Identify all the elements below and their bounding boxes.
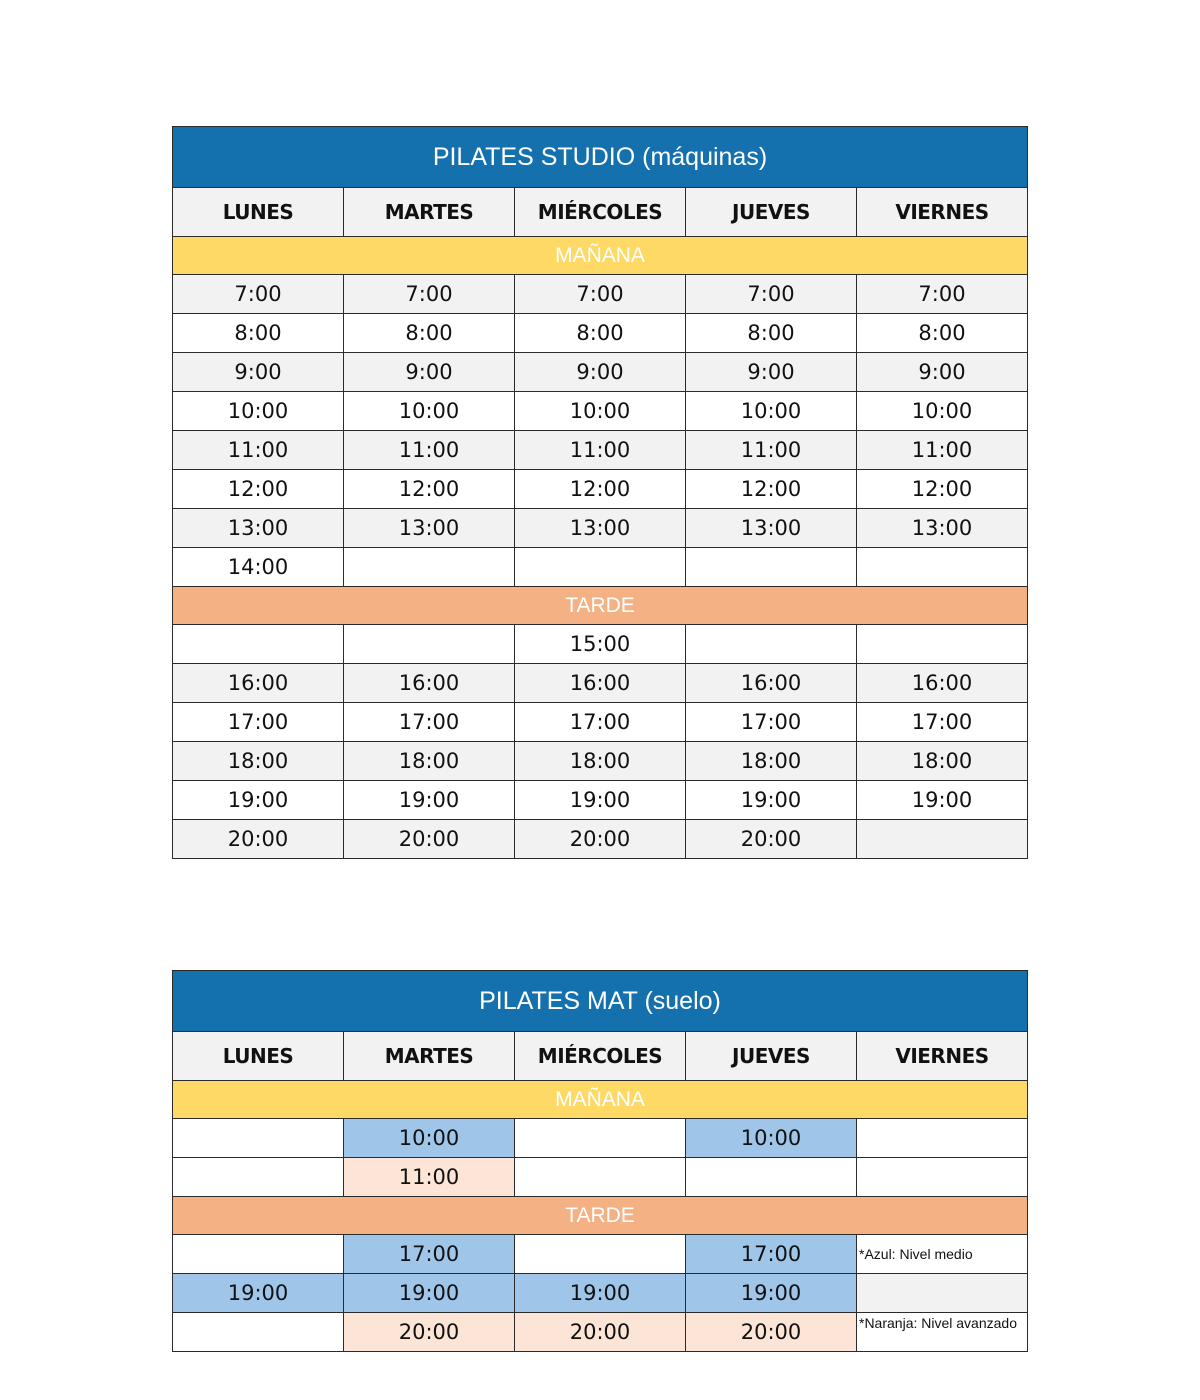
time-cell: 8:00 bbox=[857, 314, 1028, 353]
table-row bbox=[173, 470, 1028, 509]
time-cell-medium: 19:00 bbox=[515, 1274, 686, 1313]
day-header: MARTES bbox=[344, 188, 515, 237]
time-cell: 11:00 bbox=[173, 431, 344, 470]
time-cell: 11:00 bbox=[857, 431, 1028, 470]
studio-schedule-table bbox=[172, 126, 1028, 859]
time-cell: 16:00 bbox=[515, 664, 686, 703]
studio-title-row bbox=[173, 127, 1028, 188]
time-cell-medium: 19:00 bbox=[344, 1274, 515, 1313]
time-cell: 16:00 bbox=[173, 664, 344, 703]
time-cell: 12:00 bbox=[686, 470, 857, 509]
time-cell bbox=[857, 1119, 1028, 1158]
time-cell bbox=[857, 625, 1028, 664]
time-cell: 19:00 bbox=[686, 781, 857, 820]
time-cell bbox=[686, 1158, 857, 1197]
studio-afternoon-rows bbox=[173, 625, 1028, 859]
table-row bbox=[173, 431, 1028, 470]
time-cell: 18:00 bbox=[857, 742, 1028, 781]
time-cell: 9:00 bbox=[686, 353, 857, 392]
time-cell-advanced: 11:00 bbox=[344, 1158, 515, 1197]
time-cell: 17:00 bbox=[344, 703, 515, 742]
time-cell: 14:00 bbox=[173, 548, 344, 587]
time-cell: 17:00 bbox=[173, 703, 344, 742]
time-cell bbox=[857, 1274, 1028, 1313]
time-cell bbox=[515, 1235, 686, 1274]
time-cell: 9:00 bbox=[344, 353, 515, 392]
afternoon-label: TARDE bbox=[173, 587, 1028, 625]
time-cell bbox=[686, 625, 857, 664]
time-cell: 9:00 bbox=[857, 353, 1028, 392]
time-cell: 20:00 bbox=[344, 820, 515, 859]
mat-morning-band bbox=[173, 1081, 1028, 1119]
mat-schedule-table bbox=[172, 970, 1028, 1352]
table-row bbox=[173, 275, 1028, 314]
time-cell bbox=[344, 548, 515, 587]
table-row bbox=[173, 548, 1028, 587]
time-cell: 8:00 bbox=[344, 314, 515, 353]
time-cell: 12:00 bbox=[173, 470, 344, 509]
day-header: MIÉRCOLES bbox=[515, 188, 686, 237]
studio-afternoon-band bbox=[173, 587, 1028, 625]
time-cell bbox=[857, 1158, 1028, 1197]
day-header: LUNES bbox=[173, 1032, 344, 1081]
time-cell bbox=[515, 1119, 686, 1158]
time-cell: 11:00 bbox=[686, 431, 857, 470]
table-row bbox=[173, 703, 1028, 742]
time-cell: 17:00 bbox=[686, 703, 857, 742]
time-cell: 10:00 bbox=[857, 392, 1028, 431]
day-header: MIÉRCOLES bbox=[515, 1032, 686, 1081]
time-cell: 13:00 bbox=[857, 509, 1028, 548]
time-cell: 16:00 bbox=[344, 664, 515, 703]
studio-morning-rows bbox=[173, 275, 1028, 587]
time-cell: 10:00 bbox=[344, 392, 515, 431]
morning-label: MAÑANA bbox=[173, 237, 1028, 275]
time-cell-advanced: 20:00 bbox=[686, 1313, 857, 1352]
time-cell bbox=[857, 548, 1028, 587]
day-header: VIERNES bbox=[857, 188, 1028, 237]
time-cell: 17:00 bbox=[857, 703, 1028, 742]
time-cell bbox=[515, 1158, 686, 1197]
time-cell: 13:00 bbox=[515, 509, 686, 548]
time-cell: 8:00 bbox=[173, 314, 344, 353]
time-cell-medium: 10:00 bbox=[686, 1119, 857, 1158]
table-row bbox=[173, 509, 1028, 548]
table-row bbox=[173, 742, 1028, 781]
time-cell: 7:00 bbox=[686, 275, 857, 314]
time-cell-medium: 17:00 bbox=[686, 1235, 857, 1274]
time-cell-medium: 19:00 bbox=[686, 1274, 857, 1313]
time-cell: 18:00 bbox=[344, 742, 515, 781]
time-cell-advanced: 20:00 bbox=[515, 1313, 686, 1352]
time-cell bbox=[173, 1235, 344, 1274]
time-cell bbox=[857, 820, 1028, 859]
time-cell bbox=[173, 625, 344, 664]
morning-label: MAÑANA bbox=[173, 1081, 1028, 1119]
time-cell: 7:00 bbox=[515, 275, 686, 314]
time-cell bbox=[173, 1119, 344, 1158]
time-cell: 20:00 bbox=[515, 820, 686, 859]
legend-advanced-level: *Naranja: Nivel avanzado bbox=[857, 1313, 1028, 1352]
studio-morning-band bbox=[173, 237, 1028, 275]
mat-days-row bbox=[173, 1032, 1028, 1081]
table-row bbox=[173, 353, 1028, 392]
table-row bbox=[173, 1313, 1028, 1352]
time-cell: 17:00 bbox=[515, 703, 686, 742]
table-row bbox=[173, 1274, 1028, 1313]
mat-title-row bbox=[173, 971, 1028, 1032]
table-row bbox=[173, 314, 1028, 353]
table-row bbox=[173, 1158, 1028, 1197]
time-cell: 18:00 bbox=[515, 742, 686, 781]
time-cell: 13:00 bbox=[686, 509, 857, 548]
day-header: MARTES bbox=[344, 1032, 515, 1081]
time-cell: 20:00 bbox=[686, 820, 857, 859]
table-row bbox=[173, 820, 1028, 859]
time-cell: 12:00 bbox=[515, 470, 686, 509]
time-cell: 7:00 bbox=[857, 275, 1028, 314]
time-cell: 8:00 bbox=[515, 314, 686, 353]
time-cell: 15:00 bbox=[515, 625, 686, 664]
time-cell bbox=[515, 548, 686, 587]
time-cell: 20:00 bbox=[173, 820, 344, 859]
day-header: VIERNES bbox=[857, 1032, 1028, 1081]
time-cell: 10:00 bbox=[686, 392, 857, 431]
time-cell-medium: 19:00 bbox=[173, 1274, 344, 1313]
table-row bbox=[173, 664, 1028, 703]
time-cell: 12:00 bbox=[857, 470, 1028, 509]
mat-title: PILATES MAT (suelo) bbox=[173, 971, 1028, 1032]
time-cell: 9:00 bbox=[173, 353, 344, 392]
time-cell: 19:00 bbox=[344, 781, 515, 820]
day-header: LUNES bbox=[173, 188, 344, 237]
time-cell: 12:00 bbox=[344, 470, 515, 509]
time-cell: 8:00 bbox=[686, 314, 857, 353]
time-cell: 16:00 bbox=[686, 664, 857, 703]
time-cell: 10:00 bbox=[173, 392, 344, 431]
legend-medium-level: *Azul: Nivel medio bbox=[857, 1235, 1028, 1274]
table-row bbox=[173, 781, 1028, 820]
time-cell: 19:00 bbox=[515, 781, 686, 820]
time-cell bbox=[173, 1313, 344, 1352]
time-cell: 10:00 bbox=[515, 392, 686, 431]
mat-afternoon-band bbox=[173, 1197, 1028, 1235]
table-row bbox=[173, 1119, 1028, 1158]
time-cell-advanced: 20:00 bbox=[344, 1313, 515, 1352]
time-cell: 11:00 bbox=[515, 431, 686, 470]
time-cell: 11:00 bbox=[344, 431, 515, 470]
time-cell: 7:00 bbox=[173, 275, 344, 314]
afternoon-label: TARDE bbox=[173, 1197, 1028, 1235]
table-row bbox=[173, 625, 1028, 664]
time-cell: 9:00 bbox=[515, 353, 686, 392]
time-cell bbox=[173, 1158, 344, 1197]
time-cell: 18:00 bbox=[686, 742, 857, 781]
time-cell-medium: 10:00 bbox=[344, 1119, 515, 1158]
time-cell: 19:00 bbox=[857, 781, 1028, 820]
time-cell-medium: 17:00 bbox=[344, 1235, 515, 1274]
time-cell bbox=[344, 625, 515, 664]
time-cell: 19:00 bbox=[173, 781, 344, 820]
day-header: JUEVES bbox=[686, 188, 857, 237]
time-cell bbox=[686, 548, 857, 587]
time-cell: 18:00 bbox=[173, 742, 344, 781]
table-row bbox=[173, 392, 1028, 431]
studio-days-row bbox=[173, 188, 1028, 237]
time-cell: 13:00 bbox=[344, 509, 515, 548]
table-row bbox=[173, 1235, 1028, 1274]
time-cell: 13:00 bbox=[173, 509, 344, 548]
time-cell: 7:00 bbox=[344, 275, 515, 314]
day-header: JUEVES bbox=[686, 1032, 857, 1081]
time-cell: 16:00 bbox=[857, 664, 1028, 703]
studio-title: PILATES STUDIO (máquinas) bbox=[173, 127, 1028, 188]
